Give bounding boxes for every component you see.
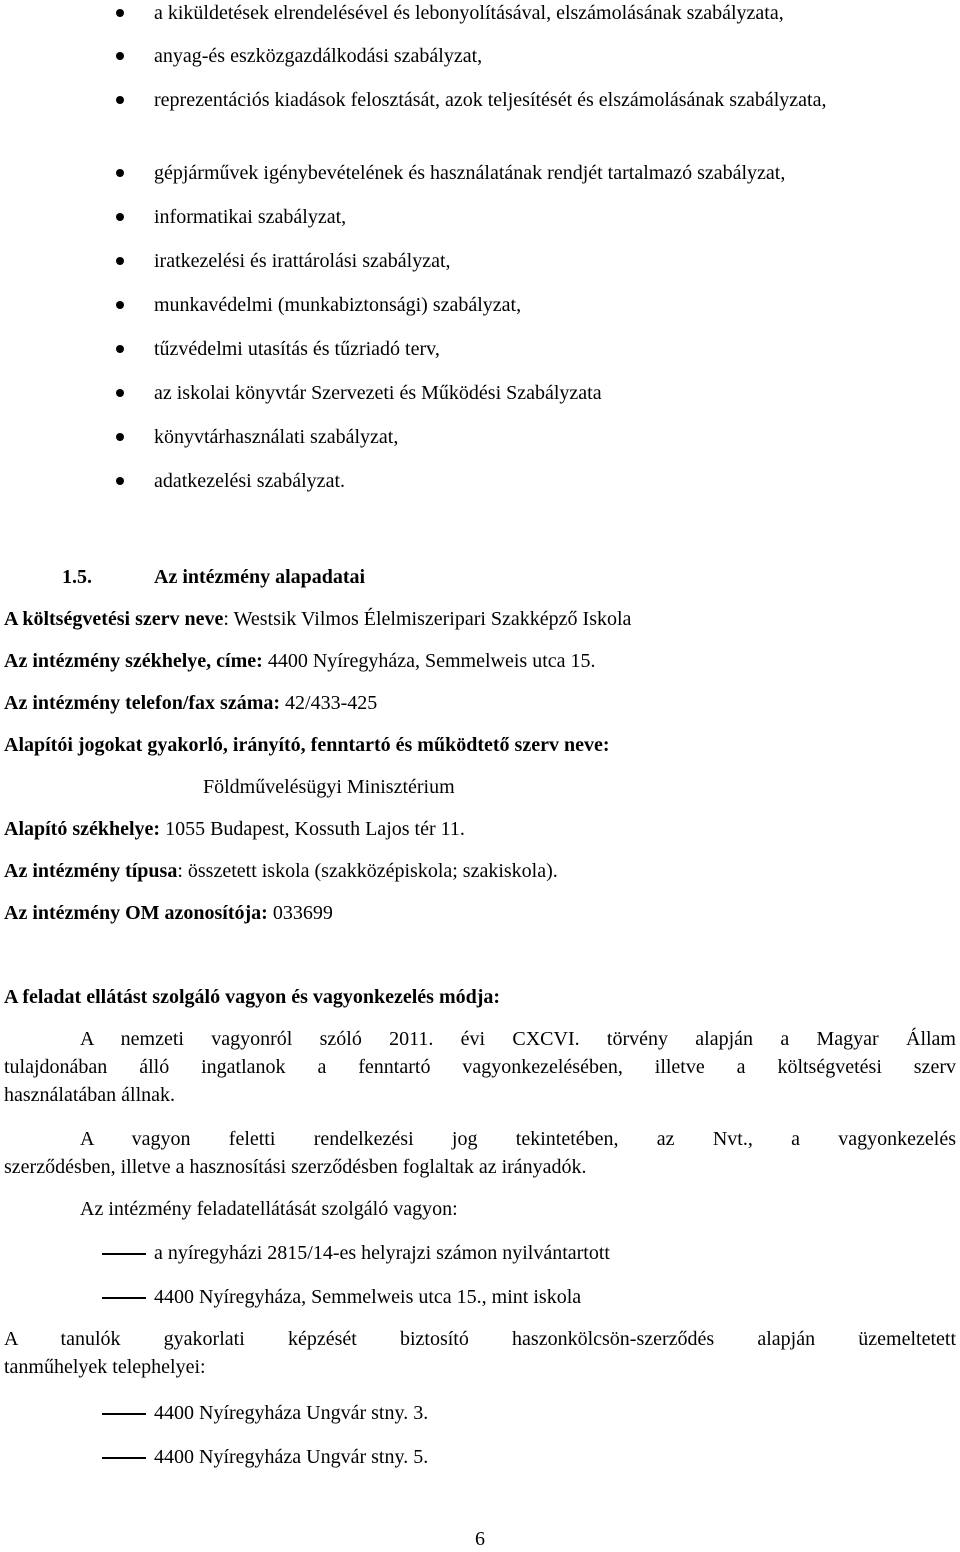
bullet-icon — [116, 433, 124, 441]
dash-icon — [102, 1457, 146, 1459]
list-item-text: informatikai szabályzat, — [154, 206, 347, 228]
list-item-text: az iskolai könyvtár Szervezeti és Működési Szabályzata — [154, 382, 602, 404]
section-title-wrap — [154, 564, 365, 590]
om-row — [4, 900, 333, 926]
list-item-text: adatkezelési szabályzat. — [154, 470, 345, 492]
list-item-text: iratkezelési és irattárolási szabályzat, — [154, 250, 451, 272]
paragraph-line: tanműhelyek telephelyei: — [4, 1356, 206, 1378]
phone-row — [4, 690, 377, 716]
paragraph-line: Az intézmény feladatellátását szolgáló vagyon: — [80, 1198, 458, 1220]
bullet-icon — [116, 345, 124, 353]
seat-row — [4, 648, 596, 674]
section-number: 1.5. — [62, 566, 92, 588]
section-heading — [62, 564, 92, 590]
type-row — [4, 858, 558, 884]
founder-value: Földművelésügyi Minisztérium — [203, 776, 455, 798]
list-item — [0, 1240, 960, 1266]
budget-name-row — [4, 606, 631, 632]
list-item-text: könyvtárhasználati szabályzat, — [154, 426, 399, 448]
bullet-icon — [116, 169, 124, 177]
list-item-text: reprezentációs kiadások felosztását, azok teljesítését és elszámolásának szabályzata, — [154, 89, 827, 111]
list-item-text: 4400 Nyíregyháza, Semmelweis utca 15., mint iskola — [154, 1286, 582, 1308]
list-item-text: 4400 Nyíregyháza Ungvár stny. 5. — [154, 1446, 429, 1468]
paragraph-line: használatában állnak. — [4, 1084, 176, 1106]
list-item — [0, 1400, 960, 1426]
seat-label: Az intézmény székhelye, címe: — [4, 650, 263, 672]
type-value: : összetett iskola (szakközépiskola; szakiskola). — [177, 860, 558, 882]
list-item-text: gépjárművek igénybevételének és használatának rendjét tartalmazó szabályzat, — [154, 162, 786, 184]
dash-icon — [102, 1413, 146, 1415]
bullet-icon — [116, 9, 124, 17]
bullet-icon — [116, 301, 124, 309]
seat-value: 4400 Nyíregyháza, Semmelweis utca 15. — [262, 650, 596, 672]
phone-value: 42/433-425 — [280, 692, 378, 714]
list-item — [0, 1444, 960, 1470]
bullet-icon — [116, 257, 124, 265]
bullet-icon — [116, 96, 124, 104]
founder-seat-label: Alapító székhelye: — [4, 818, 161, 840]
bullet-icon — [116, 213, 124, 221]
dash-icon — [102, 1253, 146, 1255]
om-label: Az intézmény OM azonosítója: — [4, 902, 268, 924]
om-value: 033699 — [267, 902, 333, 924]
budget-name-value: : Westsik Vilmos Élelmiszeripari Szakképző Iskola — [223, 608, 632, 630]
budget-name-label: A költségvetési szerv neve — [4, 608, 224, 630]
founder-seat-row — [4, 816, 465, 842]
list-item-text: 4400 Nyíregyháza Ungvár stny. 3. — [154, 1402, 429, 1424]
list-item — [0, 1284, 960, 1310]
bullet-icon — [116, 389, 124, 397]
founder-label: Alapítói jogokat gyakorló, irányító, fenntartó és működtető szerv neve: — [4, 734, 610, 756]
founder-seat-value: 1055 Budapest, Kossuth Lajos tér 11. — [160, 818, 465, 840]
asset-heading-text: A feladat ellátást szolgáló vagyon és vagyonkezelés módja: — [4, 986, 501, 1008]
paragraph-line: A tanulók gyakorlati képzését biztosító haszonkölcsön-szerződés alapján üzemeltetett — [4, 1328, 956, 1350]
list-item-text: a kiküldetések elrendelésével és lebonyolításával, elszámolásának szabályzata, — [154, 2, 784, 24]
paragraph-line: A nemzeti vagyonról szóló 2011. évi CXCVI. törvény alapján a Magyar Állam — [80, 1028, 956, 1050]
paragraph-line: szerződésben, illetve a hasznosítási szerződésben foglaltak az irányadók. — [4, 1156, 587, 1178]
list-item-text: a nyíregyházi 2815/14-es helyrajzi számon nyilvántartott — [154, 1242, 610, 1264]
paragraph-line: tulajdonában álló ingatlanok a fenntartó vagyonkezelésében, illetve a költségvetési szerv — [4, 1056, 956, 1078]
paragraph-line: A vagyon feletti rendelkezési jog tekintetében, az Nvt., a vagyonkezelés — [80, 1128, 956, 1150]
type-label: Az intézmény típusa — [4, 860, 178, 882]
bullet-icon — [116, 52, 124, 60]
page-number: 6 — [475, 1528, 485, 1550]
list-item-text: anyag-és eszközgazdálkodási szabályzat, — [154, 45, 483, 67]
asset-heading — [4, 984, 500, 1010]
phone-label: Az intézmény telefon/fax száma: — [4, 692, 281, 714]
bullet-icon — [116, 477, 124, 485]
list-item-text: munkavédelmi (munkabiztonsági) szabályzat, — [154, 294, 522, 316]
dash-icon — [102, 1297, 146, 1299]
section-title: Az intézmény alapadatai — [154, 566, 366, 588]
founder-row — [4, 732, 610, 758]
list-item-text: tűzvédelmi utasítás és tűzriadó terv, — [154, 338, 440, 360]
